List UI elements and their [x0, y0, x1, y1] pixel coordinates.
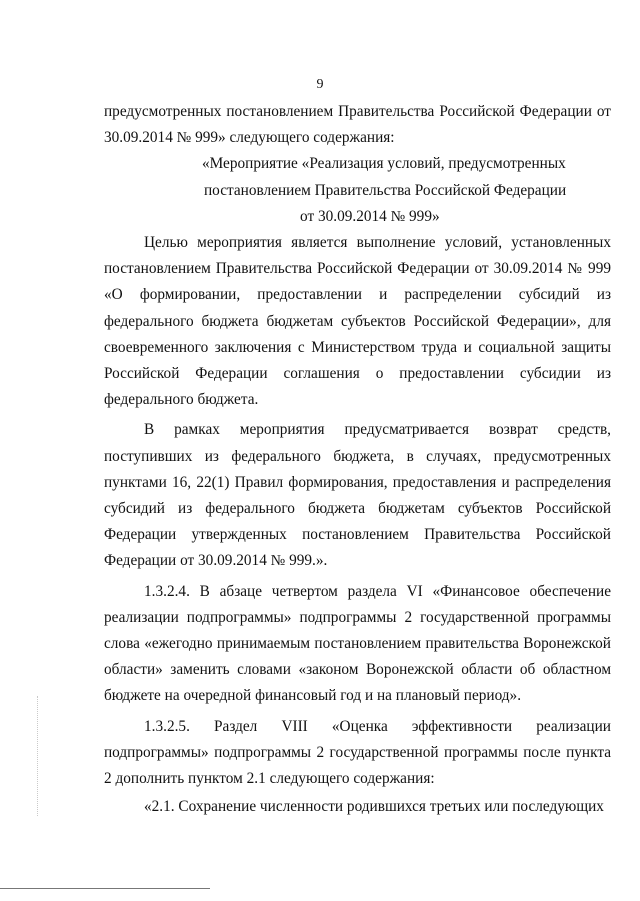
paragraph-goal: Целью мероприятия является выполнение условий, установленных постановлением Правительства Российской Федерации от 30.09.2014 № 999 «О формировании, предоставлении и распределении субсидий из федерального бюджета бюджетам субъектов Российской Федерации», для своевременного заключения с Министерством труда и социальной защиты Российской Федерации соглашения о предоставлении субсидии из федерального бюджета.	[104, 234, 611, 409]
document-body	[104, 99, 611, 820]
heading-line-2: постановлением Правительства Российской Федерации	[204, 181, 567, 199]
heading-line-3: от 30.09.2014 № 999»	[300, 207, 440, 225]
footer-rule	[0, 888, 210, 889]
heading-line-1: «Мероприятие «Реализация условий, предусмотренных	[202, 155, 566, 173]
paragraph-refund: В рамках мероприятия предусматривается возврат средств, поступивших из федерального бюджета, в случаях, предусмотренных пунктами 16, 22(1) Правил формирования, предоставления и распределения субсидий из федерального бюджета бюджетам субъектов Российской Федерации утвержденных постановлением Правительства Российской Федерации от 30.09.2014 № 999.».	[104, 421, 611, 570]
page-number: 9	[316, 77, 324, 92]
paragraph-1-3-2-5: 1.3.2.5. Раздел VIII «Оценка эффективности реализации подпрограммы» подпрограммы 2 государственной программы после пункта 2 дополнить пунктом 2.1 следующего содержания:	[104, 717, 611, 788]
paragraph-2-1: «2.1. Сохранение численности родившихся третьих или последующих	[144, 798, 604, 816]
paragraph-1-3-2-4: 1.3.2.4. В абзаце четвертом раздела VI «Финансовое обеспечение реализации подпрограммы» подпрограммы 2 государственной программы слова «ежегодно принимаемым постановлением правительства Воронежской области» заменить словами «законом Воронежской области об областном бюджете на очередной финансовый год и на плановый период».	[104, 582, 611, 705]
scan-margin-mark	[37, 696, 40, 816]
paragraph-intro: предусмотренных постановлением Правительства Российской Федерации от 30.09.2014 № 999» следующего содержания:	[104, 103, 611, 147]
